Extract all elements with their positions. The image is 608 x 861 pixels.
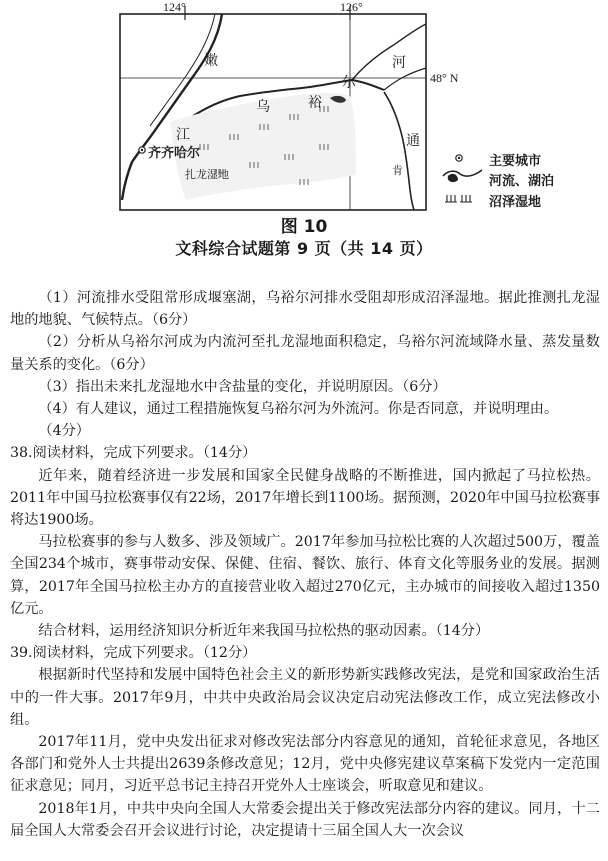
tongken-river: [384, 92, 414, 210]
map-label-wu: 乌: [256, 99, 270, 115]
legend-river-lake-label: 河流、湖泊: [489, 174, 555, 189]
q37-sub2: （2）分析从乌裕尔河成为内流河至扎龙湿地面积稳定，乌裕尔河流域降水量、蒸发量数量关系的变化。（6分）: [10, 334, 600, 373]
q37-sub1: （1）河流排水受阻常形成堰塞湖，乌裕尔河排水受阻却形成沼泽湿地。据此推测扎龙湿地的地貌、气候特点。（6分）: [10, 290, 600, 329]
map-label-nen: 嫩: [204, 53, 218, 69]
map-label-he: 河: [392, 55, 406, 71]
q37-sub4-score: （4分）: [38, 423, 90, 440]
map-label-qiqihaer: 齐齐哈尔: [148, 146, 201, 161]
q37-sub4: （4）有人建议，通过工程措施恢复乌裕尔河为外流河。你是否同意，并说明理由。: [38, 401, 559, 418]
map-label-tong: 通: [406, 133, 420, 149]
q39-paragraph-2: 2017年11月，党中央发出征求对修改宪法部分内容意见的通知，首轮征求意见，各地区各部门和党外人士共提出2639条修改意见；12月，党中央修宪建议草案稿下发党内一定范围征求意见；同月，习近平总书记主持召开党外人士座谈会，听取意见和建议。: [10, 734, 600, 795]
map-label-jiang: 江: [176, 127, 190, 143]
lon-label-124: 124°: [163, 0, 186, 14]
legend-river-icon: [443, 170, 482, 176]
q38-paragraph-1: 近年来，随着经济进一步发展和国家全民健身战略的不断推进，国内掀起了马拉松热。2011年中国马拉松赛事仅有22场，2017年增长到1100场。据预测，2020年中国马拉松赛事将达1900场。: [10, 467, 600, 529]
legend-wetland-icon: [445, 195, 472, 202]
page-footer: 文科综合试题第 9 页（共 14 页）: [175, 239, 433, 258]
legend-wetland-label: 沼泽湿地: [489, 195, 542, 210]
lat-label-48n: 48° N: [430, 71, 459, 85]
q38-heading: 38.阅读材料，完成下列要求。（14分）: [10, 445, 257, 462]
map-label-er: 尔: [342, 75, 356, 91]
legend-city-label: 主要城市: [489, 154, 542, 169]
q38-paragraph-2: 马拉松赛事的参与人数多、涉及领域广。2017年参加马拉松比赛的人次超过500万，覆盖全国234个城市，赛事带动安保、保健、住宿、餐饮、旅行、体育文化等服务业的发展。据测算，2017年全国马拉松主办方的直接营业收入超过270亿元，主办城市的间接收入超过1350亿元。: [10, 534, 600, 617]
q39-paragraph-1: 根据新时代坚持和发展中国特色社会主义的新形势新实践修改宪法，是党和国家政治生活中的一件大事。2017年9月，中共中央政治局会议决定启动宪法修改工作，成立宪法修改小组。: [10, 667, 600, 728]
q39-paragraph-3: 2018年1月，中共中央向全国人大常委会提出关于修改宪法部分内容的建议。同月，十二届全国人大常委会召开会议进行讨论，决定提请十三届全国人大一次会议: [10, 800, 600, 839]
q37-sub3: （3）指出未来扎龙湿地水中含盐量的变化，并说明原因。（6分）: [38, 378, 447, 395]
q39-heading: 39.阅读材料，完成下列要求。（12分）: [10, 645, 257, 662]
map-label-zhalong: 扎龙湿地: [185, 168, 229, 181]
map-label-ken: 肯: [392, 164, 403, 177]
document-body: [10, 287, 600, 842]
q38-task: 结合材料，运用经济知识分析近年来我国马拉松热的驱动因素。（14分）: [38, 623, 490, 640]
figure-caption: 图 10: [280, 217, 328, 237]
lon-label-126: 126°: [340, 0, 363, 14]
map-label-yu: 裕: [308, 95, 322, 111]
map-figure: [0, 0, 608, 215]
